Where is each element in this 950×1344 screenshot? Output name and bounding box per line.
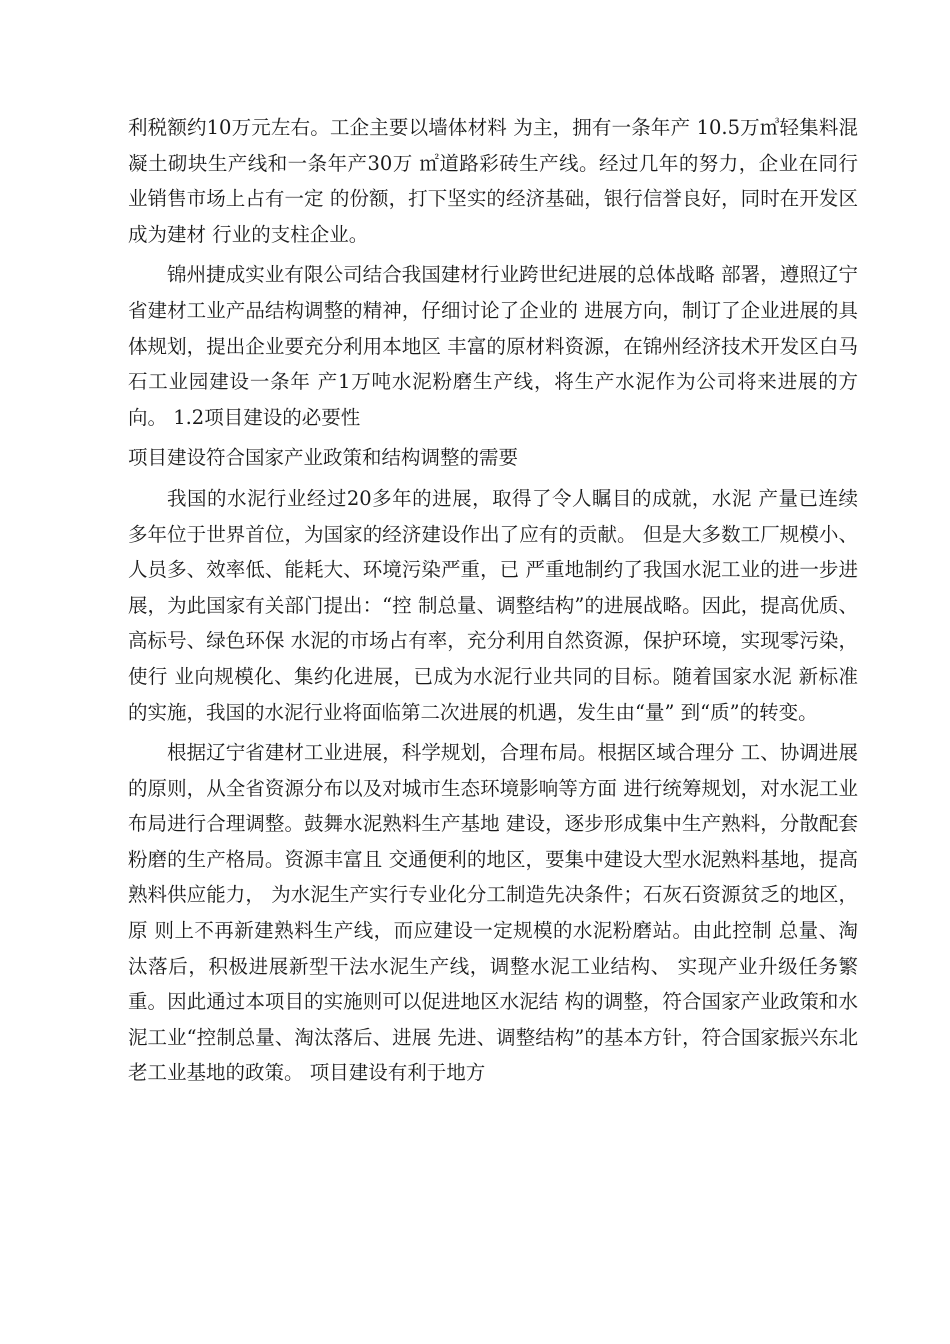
document-body	[128, 110, 858, 1096]
paragraph-regional-planning: 根据辽宁省建材工业进展，科学规划，合理布局。根据区域合理分 工、协调进展的原则，从全省资源分布以及对城市生态环境影响等方面 进行统筹规划，对水泥工业布局进行合理调整。鼓舞水泥熟料生产基地 建设，逐步形成集中生产熟料，分散配套粉磨的生产格局。资源丰富且 交通便利的地区，要集中建设大型水泥熟料基地，提高熟料供应能力， 为水泥生产实行专业化分工制造先决条件；石灰石资源贫乏的地区，原 则上不再新建熟料生产线，而应建设一定规模的水泥粉磨站。由此控制 总量、淘汰落后，积极进展新型干法水泥生产线，调整水泥工业结构、 实现产业升级任务繁重。因此通过本项目的实施则可以促进地区水泥结 构的调整，符合国家产业政策和水泥工业“控制总量、淘汰落后、进展 先进、调整结构”的基本方针，符合国家振兴东北老工业基地的政策。 项目建设有利于地方	[128, 741, 858, 1085]
section-heading-policy: 项目建设符合国家产业政策和结构调整的需要	[128, 446, 519, 470]
paragraph-company-profile: 利税额约10万元左右。工企主要以墙体材料 为主，拥有一条年产 10.5万㎥轻集料混凝土砌块生产线和一条年产30万 ㎡道路彩砖生产线。经过几年的努力，企业在同行业销售市场上占有一定 的份额，打下坚实的经济基础，银行信誉良好，同时在开发区成为建材 行业的支柱企业。	[128, 116, 858, 246]
paragraph-development-plan: 锦州捷成实业有限公司结合我国建材行业跨世纪进展的总体战略 部署，遵照辽宁省建材工业产品结构调整的精神，仔细讨论了企业的 进展方向，制订了企业进展的具体规划，提出企业要充分利用本地区 丰富的原材料资源，在锦州经济技术开发区白马石工业园建设一条年 产1万吨水泥粉磨生产线，将生产水泥作为公司将来进展的方向。 1.2项目建设的必要性	[128, 263, 858, 429]
paragraph-cement-industry: 我国的水泥行业经过20多年的进展，取得了令人瞩目的成就，水泥 产量已连续多年位于世界首位，为国家的经济建设作出了应有的贡献。 但是大多数工厂规模小、人员多、效率低、能耗大、环境污染严重，已 严重地制约了我国水泥工业的进一步进展，为此国家有关部门提出：“控 制总量、调整结构”的进展战略。因此，提高优质、高标号、绿色环保 水泥的市场占有率，充分利用自然资源，保护环境，实现零污染，使行 业向规模化、集约化进展，已成为水泥行业共同的目标。随着国家水泥 新标准的实施，我国的水泥行业将面临第二次进展的机遇，发生由“量” 到“质”的转变。	[128, 486, 858, 724]
